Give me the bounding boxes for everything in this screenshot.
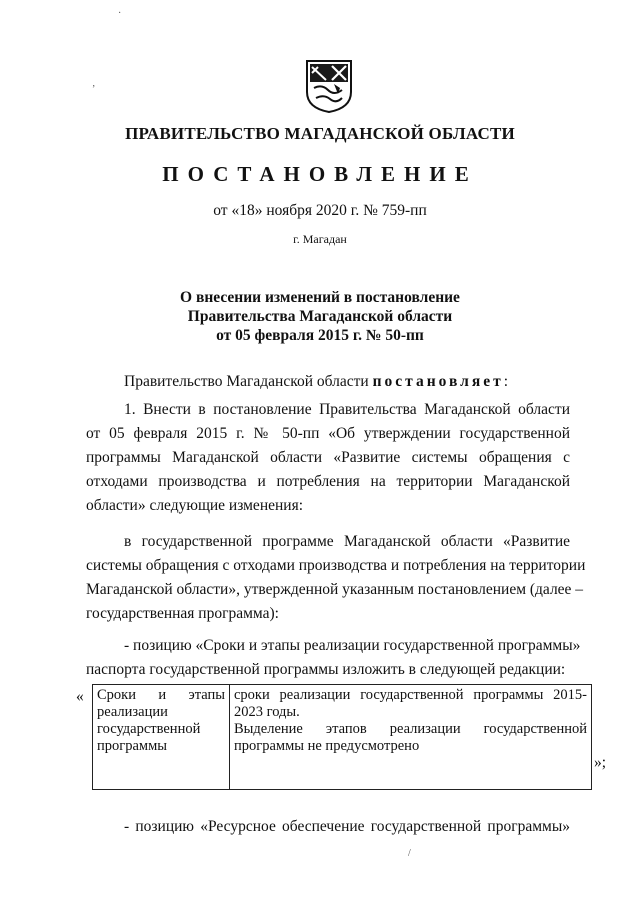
item-2-line: Магаданской области», утвержденной указанным постановлением (далее – [86,581,584,598]
subject-line: Правительства Магаданской области [187,308,453,325]
document-city: г. Магадан [293,232,347,246]
subject-line: от 05 февраля 2015 г. № 50-пп [216,327,424,344]
scan-speck: / [408,848,411,859]
item-3-line: - позицию «Сроки и этапы реализации государственной программы» [124,637,581,654]
scan-speck: ‚ [92,78,96,89]
item-2-line: государственная программа): [86,605,279,622]
item-1-line: 1. Внести в постановление Правительства Магаданской области [124,401,570,418]
preamble-colon: : [503,373,509,390]
item-2 [86,530,586,626]
preamble-verb: постановляет [372,373,504,390]
item-4-line: - позицию «Ресурсное обеспечение государственной программы» [124,818,570,835]
document-subject [0,288,640,345]
magadan-coat-of-arms-icon [304,58,354,114]
table-cell-value: сроки реализации государственной программы 2015- 2023 годы. Выделение этапов реализации государственной программы не предусмотрено [230,685,592,790]
item-1-line: от 05 февраля 2015 г. № 50-пп «Об утверждении государственной [86,425,570,442]
item-3-line: паспорта государственной программы изложить в следующей редакции: [86,661,566,678]
table-cell-label: Сроки и этапы реализации государственной программы [93,685,230,790]
item-1-line: отходами производства и потребления на территории Магаданской [86,473,570,490]
scan-speck: · [118,8,122,19]
item-1-line: программы Магаданской области «Развитие системы обращения с [86,449,570,466]
item-3 [86,634,581,682]
document-date-number: от «18» ноября 2020 г. № 759-пп [213,202,427,219]
item-2-line: системы обращения с отходами производства и потребления на территории [86,557,586,574]
subject-line: О внесении изменений в постановление [180,289,460,306]
item-2-line: в государственной программе Магаданской области «Развитие [124,533,570,550]
preamble-text: Правительство Магаданской области [124,373,373,390]
item-1-line: области» следующие изменения: [86,497,304,514]
quote-close: »; [594,754,607,771]
table-row [93,685,592,790]
government-name: ПРАВИТЕЛЬСТВО МАГАДАНСКОЙ ОБЛАСТИ [125,124,515,143]
preamble [86,370,570,394]
item-4 [86,815,570,839]
passport-position-table [92,684,592,790]
item-1 [86,398,570,518]
document-type: ПОСТАНОВЛЕНИЕ [162,162,478,186]
quote-open: « [76,688,84,705]
